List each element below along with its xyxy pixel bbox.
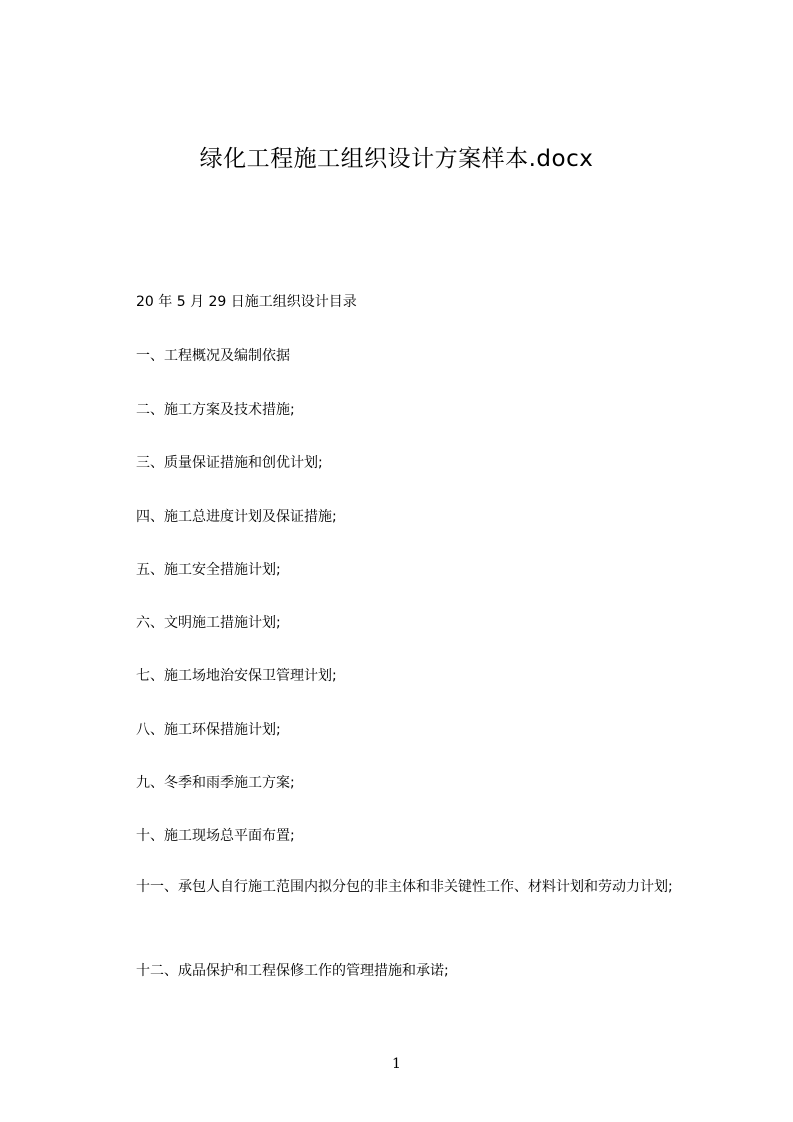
toc-item: 十二、成品保护和工程保修工作的管理措施和承诺; — [136, 963, 449, 979]
toc-item: 一、工程概况及编制依据 — [136, 348, 290, 364]
toc-item: 七、施工场地治安保卫管理计划; — [136, 668, 337, 684]
toc-item: 三、质量保证措施和创优计划; — [136, 455, 323, 471]
toc-item: 十、施工现场总平面布置; — [136, 828, 295, 844]
toc-item: 十一、承包人自行施工范围内拟分包的非主体和非关键性工作、材料计划和劳动力计划; — [136, 879, 673, 895]
toc-item: 四、施工总进度计划及保证措施; — [136, 509, 337, 525]
toc-item: 五、施工安全措施计划; — [136, 562, 281, 578]
toc-item: 六、文明施工措施计划; — [136, 615, 281, 631]
toc-item: 二、施工方案及技术措施; — [136, 402, 295, 418]
date-toc-heading: 20 年 5 月 29 日施工组织设计目录 — [136, 294, 357, 310]
toc-item: 九、冬季和雨季施工方案; — [136, 775, 295, 791]
toc-item: 八、施工环保措施计划; — [136, 722, 281, 738]
document-title: 绿化工程施工组织设计方案样本.docx — [199, 146, 594, 172]
page-number: 1 — [392, 1056, 401, 1072]
